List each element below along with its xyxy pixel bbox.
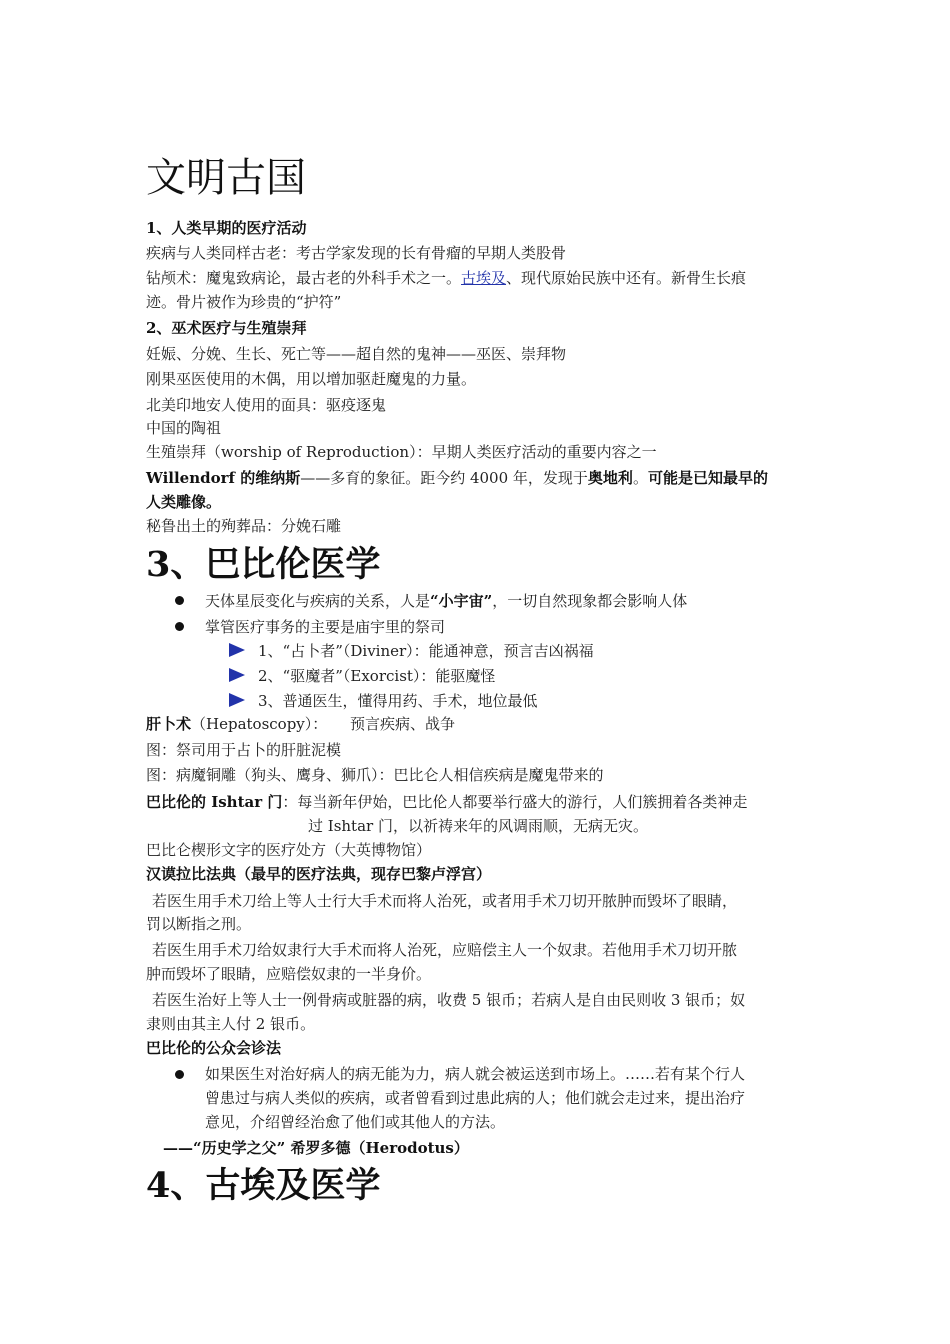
bold-term: 奥地利: [587, 469, 633, 487]
paragraph: 若医生用手术刀给奴隶行大手术而将人治死，应赔偿主人一个奴隶。若他用手术刀切开脓: [152, 941, 738, 959]
arrow-bullet-icon: [229, 643, 245, 657]
paragraph: 隶则由其主人付 2 银币。: [146, 1015, 316, 1033]
paragraph: 秘鲁出土的殉葬品：分娩石雕: [146, 517, 342, 535]
bullet-icon: [175, 596, 184, 605]
paragraph: 肿而毁坏了眼睛，应赔偿奴隶的一半身价。: [146, 965, 432, 983]
paragraph: 若医生用手术刀给上等人士行大手术而将人治死，或者用手术刀切开脓肿而毁坏了眼睛，: [152, 892, 738, 910]
text-span: 。: [632, 469, 648, 487]
section-3-heading: 3、巴比伦医学: [146, 544, 381, 585]
paragraph: 中国的陶祖: [146, 419, 222, 437]
paragraph: 妊娠、分娩、生长、死亡等——超自然的鬼神——巫医、崇拜物: [146, 345, 567, 363]
list-item: 3、普通医生，懂得用药、手术，地位最低: [258, 692, 538, 710]
bold-term: Willendorf 的维纳斯: [146, 469, 301, 487]
bold-term: “小宇宙”: [430, 592, 493, 610]
text-span: 钻颅术：魔鬼致病论，最古老的外科手术之一。: [146, 269, 462, 287]
page-title: 文明古国: [146, 155, 306, 201]
paragraph: 巴比仑楔形文字的医疗处方（大英博物馆）: [146, 841, 432, 859]
text-span: ：每当新年伊始，巴比伦人都要举行盛大的游行，人们簇拥着各类神走: [282, 793, 748, 811]
subheading: 巴比伦的公众会诊法: [146, 1039, 282, 1057]
link-ancient-egypt[interactable]: 古埃及: [461, 269, 507, 287]
paragraph: 刚果巫医使用的木偶，用以增加驱赶魔鬼的力量。: [146, 370, 477, 388]
section-2-heading: 2、巫术医疗与生殖崇拜: [146, 319, 307, 337]
list-item: 曾患过与病人类似的疾病，或者曾看到过患此病的人；他们就会走过来，提出治疗: [205, 1089, 746, 1107]
subheading: 汉谟拉比法典（最早的医疗法典，现存巴黎卢浮宫）: [146, 865, 492, 883]
arrow-bullet-icon: [229, 693, 245, 707]
paragraph: 罚以断指之刑。: [146, 915, 252, 933]
text-span: 天体星辰变化与疾病的关系，人是: [205, 592, 431, 610]
bold-term: 肝卜术: [146, 715, 192, 733]
paragraph: [146, 792, 747, 812]
text-span: 预言疾病、战争: [350, 715, 456, 733]
section-1-heading: 1、人类早期的医疗活动: [146, 219, 307, 237]
paragraph: 图：病魔铜雕（狗头、鹰身、狮爪）：巴比仑人相信疾病是魔鬼带来的: [146, 766, 604, 784]
list-item: 如果医生对治好病人的病无能为力，病人就会被运送到市场上。……若有某个行人: [205, 1065, 746, 1083]
quote-attribution: ——“历史学之父” 希罗多德（Herodotus）: [163, 1139, 469, 1157]
text-span: （Hepatoscopy）：: [191, 715, 328, 733]
list-item: [205, 591, 687, 611]
paragraph: 图：祭司用于占卜的肝脏泥模: [146, 741, 342, 759]
bullet-icon: [175, 622, 184, 631]
list-item: 意见，介绍曾经治愈了他们或其他人的方法。: [205, 1113, 506, 1131]
paragraph: [146, 714, 327, 734]
bold-term: 巴比伦的 Ishtar 门: [146, 793, 283, 811]
paragraph: 生殖崇拜（worship of Reproduction）：早期人类医疗活动的重要内容之一: [146, 443, 657, 461]
paragraph: 迹。骨片被作为珍贵的“护符”: [146, 293, 342, 311]
paragraph: 若医生治好上等人士一例骨病或脏器的病，收费 5 银币；若病人是自由民则收 3 银币；奴: [152, 991, 746, 1009]
list-item: 2、“驱魔者”（Exorcist）：能驱魔怪: [258, 667, 496, 685]
text-span: ——多育的象征。距今约 4000 年，发现于: [300, 469, 588, 487]
paragraph: [146, 468, 768, 488]
paragraph: 人类雕像。: [146, 493, 222, 511]
paragraph: 疾病与人类同样古老：考古学家发现的长有骨瘤的早期人类股骨: [146, 244, 567, 262]
bold-term: 可能是已知最早的: [647, 469, 768, 487]
text-span: 、现代原始民族中还有。新骨生长痕: [506, 269, 747, 287]
bullet-icon: [175, 1070, 184, 1079]
list-item: 1、“占卜者”（Diviner）：能通神意，预言吉凶祸福: [258, 642, 594, 660]
paragraph: 北美印地安人使用的面具：驱疫逐鬼: [146, 396, 387, 414]
text-span: ，一切自然现象都会影响人体: [492, 592, 688, 610]
paragraph: [146, 268, 746, 288]
arrow-bullet-icon: [229, 668, 245, 682]
paragraph: 过 Ishtar 门，以祈祷来年的风调雨顺，无病无灾。: [308, 817, 648, 835]
section-4-heading: 4、古埃及医学: [146, 1165, 381, 1206]
list-item: 掌管医疗事务的主要是庙宇里的祭司: [205, 618, 446, 636]
